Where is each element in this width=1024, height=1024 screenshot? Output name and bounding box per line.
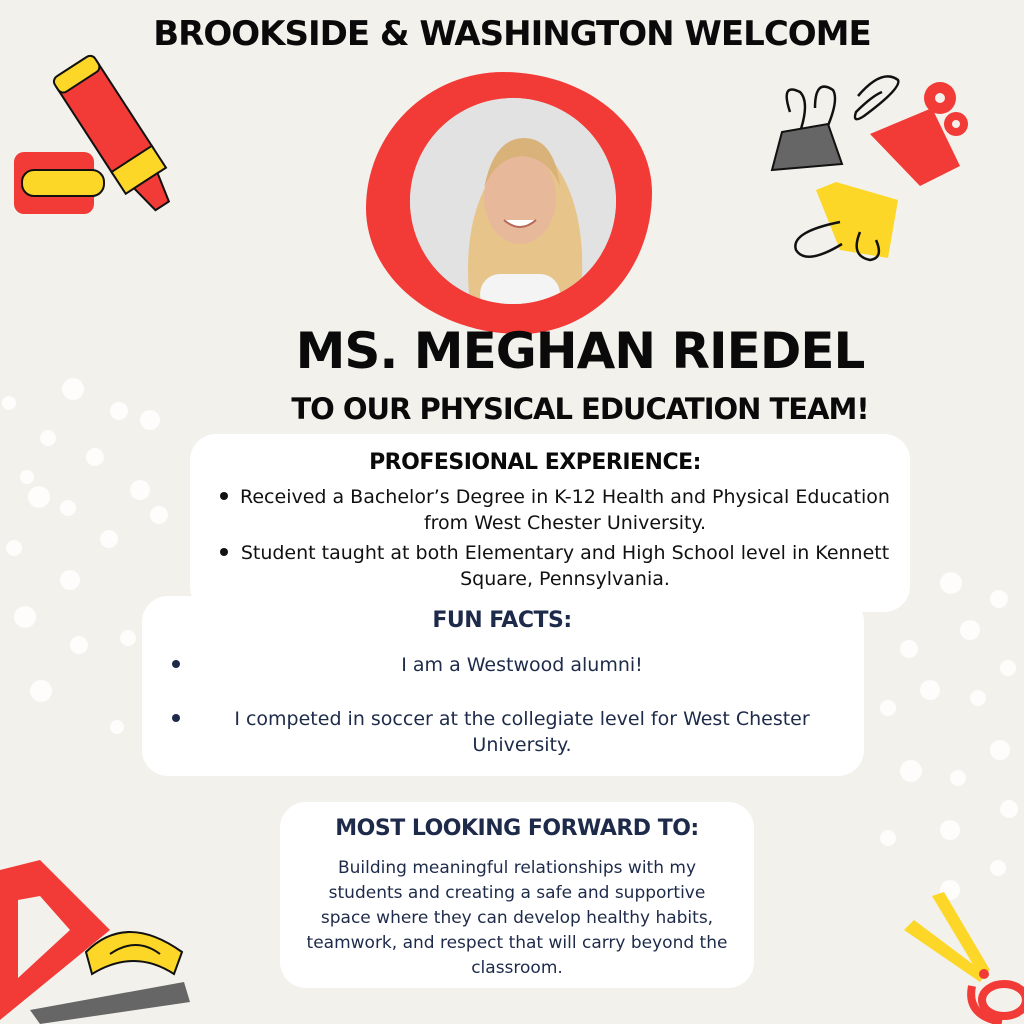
highlighter-icon	[10, 40, 210, 230]
experience-item: Student taught at both Elementary and High School level in Kennett Square, Pennsylvania.	[240, 542, 890, 590]
teacher-name: MS. MEGHAN RIEDEL	[295, 322, 865, 380]
forward-card	[280, 802, 754, 988]
experience-item: Received a Bachelor’s Degree in K-12 Health and Physical Education from West Chester University.	[240, 486, 890, 534]
poster-title: BROOKSIDE & WASHINGTON WELCOME	[153, 14, 871, 54]
teacher-subtitle: TO OUR PHYSICAL EDUCATION TEAM!	[291, 392, 869, 426]
bullet-icon	[172, 660, 180, 668]
binder-clip-icon	[760, 62, 990, 272]
forward-heading: MOST LOOKING FORWARD TO:	[335, 816, 699, 841]
fun-facts-card	[142, 596, 864, 776]
forward-text: Building meaningful relationships with my students and creating a safe and supportive space where they can develop healthy habits, teamwork, and respect that will carry beyond the classroom.	[306, 858, 728, 978]
triangle-ruler-icon	[0, 860, 200, 1024]
fun-facts-heading: FUN FACTS:	[432, 608, 572, 633]
avatar	[410, 98, 616, 304]
experience-heading: PROFESIONAL EXPERIENCE:	[369, 450, 701, 475]
fun-fact-item: I competed in soccer at the collegiate level for West Chester University.	[234, 708, 810, 756]
fun-fact-item: I am a Westwood alumni!	[401, 654, 643, 676]
experience-card	[190, 434, 910, 612]
bullet-icon	[172, 714, 180, 722]
bullet-icon	[220, 492, 228, 500]
scissors-icon	[900, 890, 1024, 1024]
bullet-icon	[220, 548, 228, 556]
